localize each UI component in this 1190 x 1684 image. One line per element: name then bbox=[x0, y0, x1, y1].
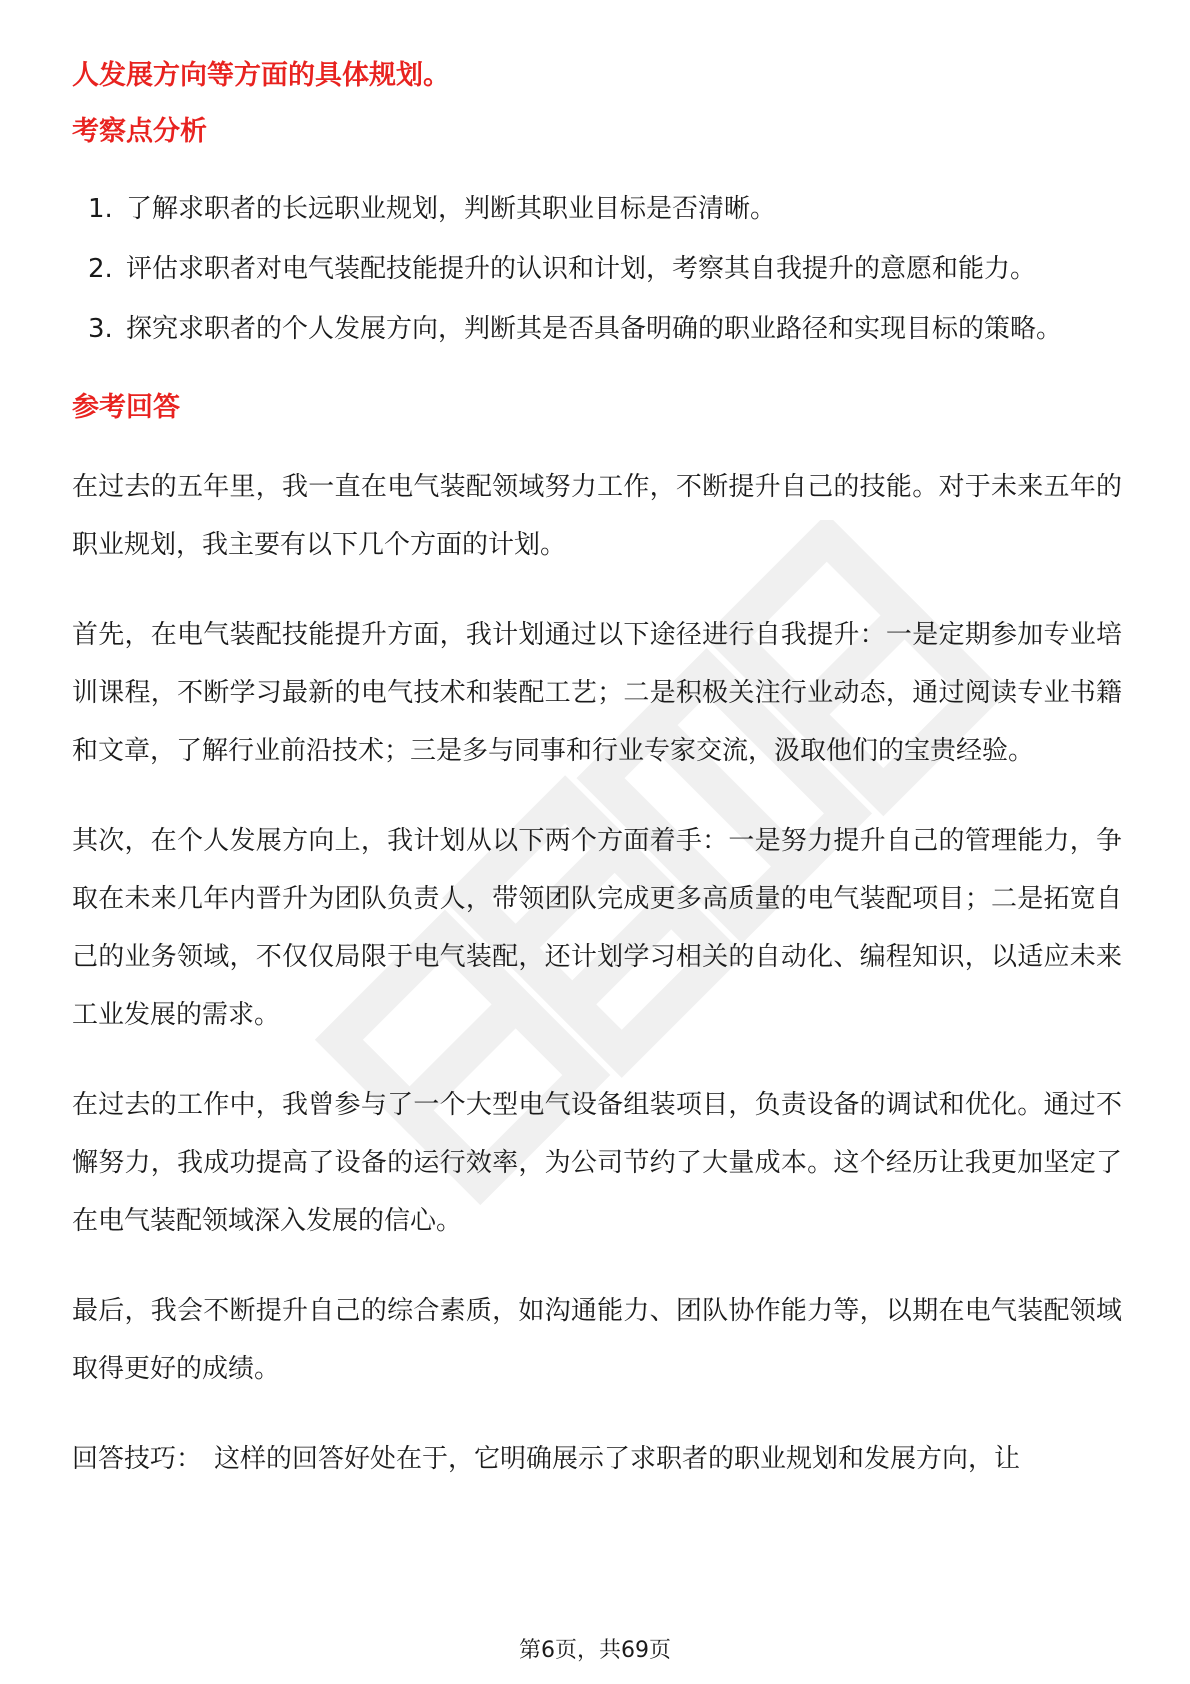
list-item-text: 探究求职者的个人发展方向，判断其是否具备明确的职业路径和实现目标的策略。 bbox=[126, 314, 1063, 344]
main-content bbox=[72, 56, 1122, 1520]
analysis-points-list bbox=[72, 180, 1122, 358]
lead-line: 人发展方向等方面的具体规划。 bbox=[72, 60, 450, 91]
answer-paragraph: 首先，在电气装配技能提升方面，我计划通过以下途径进行自我提升：一是定期参加专业培训课程，不断学习最新的电气技术和装配工艺；二是积极关注行业动态，通过阅读专业书籍和文章，了解行业前沿技术；三是多与同事和行业专家交流，汲取他们的宝贵经验。 bbox=[72, 620, 1122, 766]
answer-tip bbox=[72, 1430, 1122, 1488]
answer-paragraph: 在过去的工作中，我曾参与了一个大型电气设备组装项目，负责设备的调试和优化。通过不懈努力，我成功提高了设备的运行效率，为公司节约了大量成本。这个经历让我更加坚定了在电气装配领域深入发展的信心。 bbox=[72, 1090, 1122, 1236]
list-item bbox=[72, 180, 1122, 238]
list-item bbox=[72, 300, 1122, 358]
analysis-title: 考察点分析 bbox=[72, 116, 207, 147]
list-item-text: 评估求职者对电气装配技能提升的认识和计划，考察其自我提升的意愿和能力。 bbox=[126, 254, 1037, 284]
list-item-number: 3. bbox=[88, 314, 113, 344]
page-number: 第6页，共69页 bbox=[519, 1638, 671, 1663]
answer-paragraph: 最后，我会不断提升自己的综合素质，如沟通能力、团队协作能力等，以期在电气装配领域取得更好的成绩。 bbox=[72, 1296, 1122, 1384]
list-item-text: 了解求职者的长远职业规划，判断其职业目标是否清晰。 bbox=[126, 194, 777, 224]
list-item bbox=[72, 240, 1122, 298]
list-item-number: 2. bbox=[88, 254, 113, 284]
answer-title: 参考回答 bbox=[72, 392, 180, 423]
answer-paragraph: 在过去的五年里，我一直在电气装配领域努力工作，不断提升自己的技能。对于未来五年的职业规划，我主要有以下几个方面的计划。 bbox=[72, 472, 1122, 560]
tip-label: 回答技巧： bbox=[72, 1444, 203, 1474]
answer-paragraph: 其次，在个人发展方向上，我计划从以下两个方面着手：一是努力提升自己的管理能力，争取在未来几年内晋升为团队负责人，带领团队完成更多高质量的电气装配项目；二是拓宽自己的业务领域，不仅仅局限于电气装配，还计划学习相关的自动化、编程知识，以适应未来工业发展的需求。 bbox=[72, 826, 1122, 1030]
list-item-number: 1. bbox=[88, 194, 113, 224]
tip-text: 这样的回答好处在于，它明确展示了求职者的职业规划和发展方向，让 bbox=[214, 1444, 1021, 1474]
